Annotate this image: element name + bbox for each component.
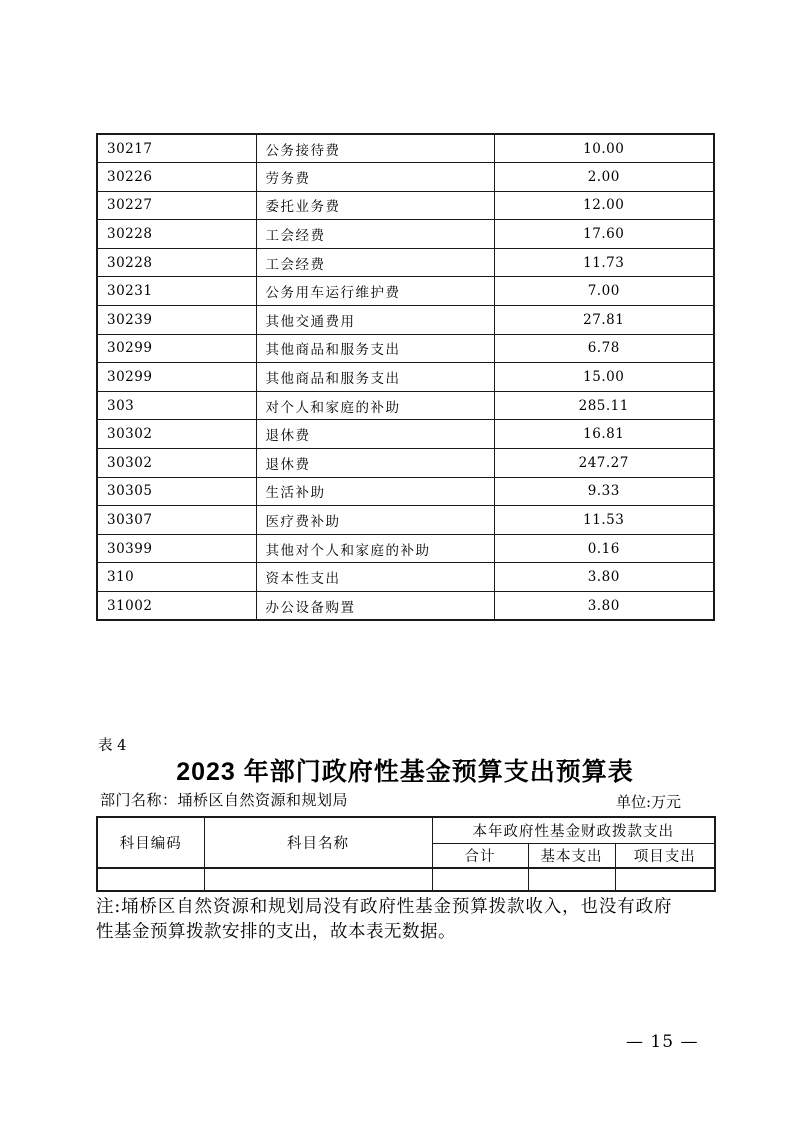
empty-code-cell bbox=[97, 868, 204, 891]
subject-code-cell: 310 bbox=[97, 563, 256, 592]
page-number: — 15 — bbox=[626, 1032, 699, 1052]
subject-name-cell: 工会经费 bbox=[256, 220, 494, 249]
table-row bbox=[97, 420, 714, 449]
table-row bbox=[97, 391, 714, 420]
subject-name-cell: 劳务费 bbox=[256, 163, 494, 192]
subject-name-header: 科目名称 bbox=[204, 817, 432, 868]
table-row bbox=[97, 563, 714, 592]
subject-name-cell: 其他商品和服务支出 bbox=[256, 334, 494, 363]
subject-name-cell: 委托业务费 bbox=[256, 191, 494, 220]
table-row bbox=[97, 334, 714, 363]
table-row bbox=[97, 191, 714, 220]
amount-cell: 0.16 bbox=[494, 534, 714, 563]
subject-code-cell: 30239 bbox=[97, 306, 256, 335]
subject-name-cell: 公务用车运行维护费 bbox=[256, 277, 494, 306]
subject-code-cell: 30299 bbox=[97, 334, 256, 363]
table-row bbox=[97, 506, 714, 535]
subject-name-cell: 办公设备购置 bbox=[256, 592, 494, 621]
fund-budget-table bbox=[96, 816, 716, 892]
expense-detail-table bbox=[96, 133, 715, 621]
section-title: 2023 年部门政府性基金预算支出预算表 bbox=[176, 758, 634, 786]
amount-cell: 11.73 bbox=[494, 248, 714, 277]
amount-cell: 2.00 bbox=[494, 163, 714, 192]
subject-name-cell: 其他交通费用 bbox=[256, 306, 494, 335]
subject-code-cell: 30228 bbox=[97, 220, 256, 249]
amount-cell: 16.81 bbox=[494, 420, 714, 449]
subject-name-cell: 退休费 bbox=[256, 449, 494, 478]
table-row bbox=[97, 134, 714, 163]
empty-name-cell bbox=[204, 868, 432, 891]
subject-code-cell: 30299 bbox=[97, 363, 256, 392]
basic-header: 基本支出 bbox=[528, 843, 615, 868]
table-row bbox=[97, 477, 714, 506]
subject-code-cell: 30231 bbox=[97, 277, 256, 306]
table-row bbox=[97, 220, 714, 249]
subject-name-cell: 公务接待费 bbox=[256, 134, 494, 163]
subject-code-header: 科目编码 bbox=[97, 817, 204, 868]
fund-table-header-row-1 bbox=[97, 817, 715, 843]
subject-name-cell: 生活补助 bbox=[256, 477, 494, 506]
table-row bbox=[97, 363, 714, 392]
amount-cell: 27.81 bbox=[494, 306, 714, 335]
empty-basic-cell bbox=[528, 868, 615, 891]
amount-cell: 3.80 bbox=[494, 563, 714, 592]
amount-cell: 17.60 bbox=[494, 220, 714, 249]
subject-code-cell: 30399 bbox=[97, 534, 256, 563]
amount-cell: 6.78 bbox=[494, 334, 714, 363]
subject-name-cell: 医疗费补助 bbox=[256, 506, 494, 535]
project-header: 项目支出 bbox=[615, 843, 715, 868]
subject-code-cell: 30302 bbox=[97, 420, 256, 449]
amount-cell: 247.27 bbox=[494, 449, 714, 478]
table-row bbox=[97, 306, 714, 335]
table-row bbox=[97, 248, 714, 277]
subject-name-cell: 其他对个人和家庭的补助 bbox=[256, 534, 494, 563]
amount-cell: 9.33 bbox=[494, 477, 714, 506]
expense-detail-table-body bbox=[97, 134, 714, 620]
fund-table-empty-row bbox=[97, 868, 715, 891]
table-row bbox=[97, 449, 714, 478]
table4-label: 表 4 bbox=[98, 738, 127, 754]
amount-cell: 7.00 bbox=[494, 277, 714, 306]
subject-code-cell: 30226 bbox=[97, 163, 256, 192]
table-row bbox=[97, 534, 714, 563]
table-note: 注:埇桥区自然资源和规划局没有政府性基金预算拨款收入，也没有政府性基金预算拨款安排的支出，故本表无数据。 bbox=[96, 897, 672, 942]
unit-label: 单位:万元 bbox=[615, 793, 681, 811]
amount-cell: 10.00 bbox=[494, 134, 714, 163]
subject-name-cell: 资本性支出 bbox=[256, 563, 494, 592]
amount-cell: 11.53 bbox=[494, 506, 714, 535]
subject-code-cell: 30305 bbox=[97, 477, 256, 506]
empty-total-cell bbox=[432, 868, 528, 891]
subject-code-cell: 30217 bbox=[97, 134, 256, 163]
subject-name-cell: 退休费 bbox=[256, 420, 494, 449]
subject-code-cell: 30227 bbox=[97, 191, 256, 220]
empty-project-cell bbox=[615, 868, 715, 891]
subject-code-cell: 31002 bbox=[97, 592, 256, 621]
table-row bbox=[97, 277, 714, 306]
table-row bbox=[97, 163, 714, 192]
amount-cell: 3.80 bbox=[494, 592, 714, 621]
subject-code-cell: 30228 bbox=[97, 248, 256, 277]
subject-name-cell: 对个人和家庭的补助 bbox=[256, 391, 494, 420]
subject-code-cell: 30307 bbox=[97, 506, 256, 535]
subject-name-cell: 其他商品和服务支出 bbox=[256, 363, 494, 392]
total-header: 合计 bbox=[432, 843, 528, 868]
amount-cell: 285.11 bbox=[494, 391, 714, 420]
subject-name-cell: 工会经费 bbox=[256, 248, 494, 277]
subject-code-cell: 303 bbox=[97, 391, 256, 420]
subject-code-cell: 30302 bbox=[97, 449, 256, 478]
amount-cell: 15.00 bbox=[494, 363, 714, 392]
amount-cell: 12.00 bbox=[494, 191, 714, 220]
fund-group-header: 本年政府性基金财政拨款支出 bbox=[432, 817, 715, 843]
department-name-label: 部门名称：埇桥区自然资源和规划局 bbox=[100, 791, 349, 809]
table-row bbox=[97, 592, 714, 621]
